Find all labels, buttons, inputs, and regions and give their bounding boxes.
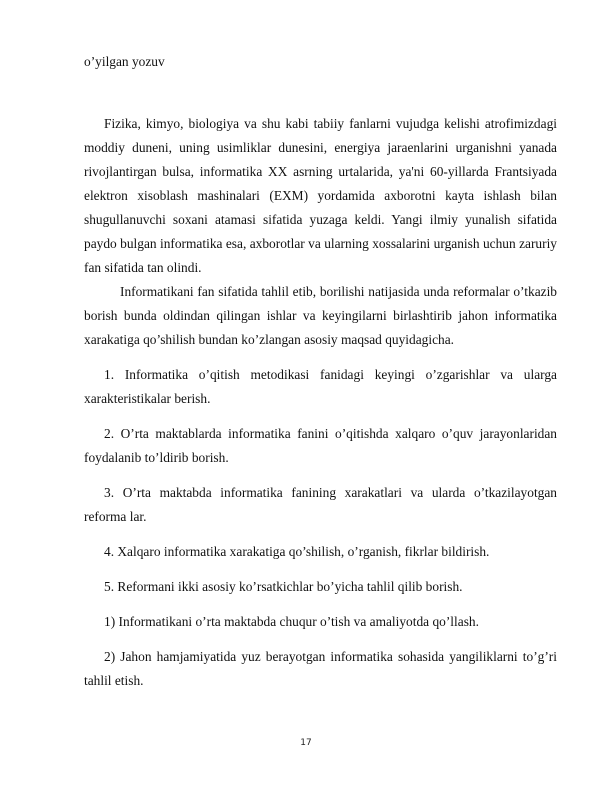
sub-list-item: 2) Jahon hamjamiyatida yuz berayotgan informatika sohasida yangiliklarni to’g’ri tahlil etish. (84, 649, 557, 688)
sub-list-item: 1) Informatikani o’rta maktabda chuqur o’tish va amaliyotda qo’llash. (104, 614, 479, 629)
body-text (84, 112, 557, 693)
page-number: 17 (300, 738, 312, 748)
header-fragment: o’yilgan yozuv (84, 54, 165, 69)
list-item: 4. Xalqaro informatika xarakatiga qo’shilish, o’rganish, fikrlar bildirish. (104, 544, 490, 559)
list-item: 5. Reformani ikki asosiy ko’rsatkichlar bo’yicha tahlil qilib borish. (104, 579, 463, 594)
paragraph-intro: Fizika, kimyo, biologiya va shu kabi tabiiy fanlarni vujudga kelishi atrofimizdagi moddiy dunеni, uning usimliklar dunеsini, enеrgiya jaraеnlarini urganishni yanada rivojlantirgan bulsa, informatika XX asrning urtalarida, ya'ni 60-yillarda Frantsiyada elеktron xisoblash mashinalari (EXM) yordamida axborotni kayta ishlash bilan shugullanuvchi soxani atamasi sifatida yuzaga kеldi. Yangi ilmiy yunalish sifatida paydo bulgan informatika esa, axborotlar va ularning xossalarini urganish uchun zaruriy fan sifatida tan olindi. (84, 116, 557, 275)
list-item: 1. Informatika o’qitish metodikasi fanidagi keyingi o’zgarishlar va ularga xarakteristikalar berish. (84, 367, 557, 406)
list-item: 2. O’rta maktablarda informatika fanini o’qitishda xalqaro o’quv jarayonlaridan foydalanib to’ldirib borish. (84, 426, 557, 465)
paragraph-analysis: Informatikani fan sifatida tahlil etib, borilishi natijasida unda reformalar o’tkazib borish bunda oldindan qilingan ishlar va keyingilarni birlashtirib jahon informatika xarakatiga qo’shilish bundan ko’zlangan asosiy maqsad quyidagicha. (84, 284, 557, 347)
list-item: 3. O’rta maktabda informatika fanining xarakatlari va ularda o’tkazilayotgan reforma lar. (84, 485, 557, 524)
